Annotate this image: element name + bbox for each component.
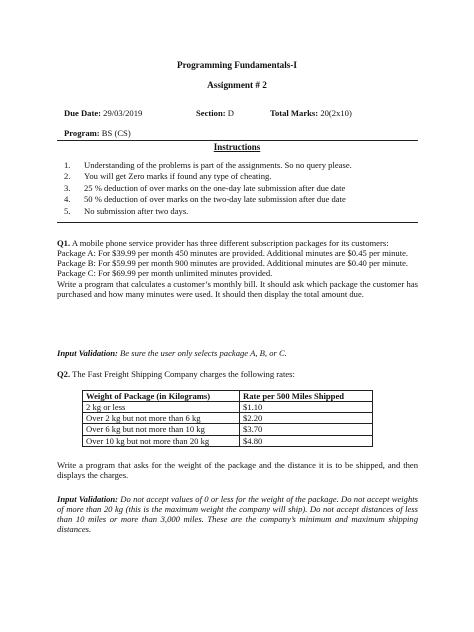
q2-validation-text: Do not accept values of 0 or less for the weight of the package. Do not accept weights of more than 20 kg (this is the maximum weight the company will ship). Do not accept distances of less than 10 miles or more than 3,000 miles. These are the company’s minimum and maximum shipping distances. bbox=[57, 494, 418, 535]
table-cell-weight: 2 kg or less bbox=[83, 402, 240, 413]
table-row bbox=[83, 402, 373, 413]
program bbox=[64, 128, 131, 138]
due-date bbox=[64, 108, 142, 118]
section bbox=[196, 108, 234, 118]
shipping-rates-table bbox=[82, 390, 373, 447]
program-label: Program: bbox=[64, 128, 100, 138]
instructions-heading: Instructions bbox=[213, 142, 261, 152]
table-cell-rate: $3.70 bbox=[240, 424, 373, 435]
table-row bbox=[83, 413, 373, 424]
instruction-item: 4. 50 % deduction of over marks on the two-day late submission after due date bbox=[64, 194, 346, 205]
q1-task: Write a program that calculates a customer’s monthly bill. It should ask which package the customer has purchased and how many minutes were used. It should then display the total amount due. bbox=[57, 278, 418, 299]
total-marks bbox=[270, 108, 352, 118]
q2-intro: The Fast Freight Shipping Company charges the following rates: bbox=[70, 369, 295, 379]
table-header-row bbox=[83, 391, 373, 402]
table-cell-rate: $1.10 bbox=[240, 402, 373, 413]
table-cell-rate: $4.80 bbox=[240, 435, 373, 446]
table-header-rate: Rate per 500 Miles Shipped bbox=[240, 391, 373, 402]
q1-package-b: Package B: For $59.99 per month 900 minutes are provided. Additional minutes are $0.40 per minute. bbox=[57, 258, 409, 269]
table-cell-weight: Over 6 kg but not more than 10 kg bbox=[83, 424, 240, 435]
section-value: D bbox=[227, 108, 234, 118]
instruction-item: 3. 25 % deduction of over marks on the one-day late submission after due date bbox=[64, 182, 346, 193]
total-marks-label: Total Marks: bbox=[270, 108, 319, 118]
divider-bottom bbox=[57, 222, 418, 223]
q1-validation-text: Be sure the user only selects package A, B, or C. bbox=[117, 348, 287, 358]
instructions-list bbox=[64, 160, 352, 217]
table-header-weight: Weight of Package (in Kilograms) bbox=[83, 391, 240, 402]
q1-validation bbox=[57, 348, 418, 358]
table-row bbox=[83, 435, 373, 446]
program-value: BS (CS) bbox=[101, 128, 131, 138]
table-cell-weight: Over 10 kg but not more than 20 kg bbox=[83, 435, 240, 446]
q1-package-a: Package A: For $39.99 per month 450 minutes are provided. Additional minutes are $0.45 per minute. bbox=[57, 248, 409, 259]
table-cell-rate: $2.20 bbox=[240, 413, 373, 424]
course-title: Programming Fundamentals-I bbox=[176, 60, 298, 70]
q2-label: Q2. bbox=[57, 369, 71, 379]
section-label: Section: bbox=[196, 108, 226, 118]
q1-intro: A mobile phone service provider has three different subscription packages for its customers: bbox=[70, 238, 389, 248]
question-2 bbox=[57, 369, 418, 379]
question-1 bbox=[57, 238, 418, 299]
instruction-item: 1. Understanding of the problems is part of the assignments. So no query please. bbox=[64, 160, 352, 170]
instruction-item: 2. You will get Zero marks if found any type of cheating. bbox=[64, 171, 272, 182]
q2-validation bbox=[57, 494, 418, 535]
q2-validation-label: Input Validation: bbox=[57, 494, 119, 504]
q1-validation-label: Input Validation: bbox=[57, 348, 118, 358]
divider-top bbox=[57, 140, 418, 141]
table-row bbox=[83, 424, 373, 435]
due-date-label: Due Date: bbox=[64, 108, 101, 118]
total-marks-value: 20(2x10) bbox=[320, 108, 352, 118]
q2-task: Write a program that asks for the weight of the package and the distance it is to be shipped, and then displays the charges. bbox=[57, 460, 418, 481]
q1-label: Q1. bbox=[57, 238, 71, 248]
due-date-value: 29/03/2019 bbox=[103, 108, 143, 118]
q1-package-c: Package C: For $69.99 per month unlimited minutes provided. bbox=[57, 268, 273, 279]
table-cell-weight: Over 2 kg but not more than 6 kg bbox=[83, 413, 240, 424]
assignment-title: Assignment # 2 bbox=[207, 80, 267, 90]
instruction-item: 5. No submission after two days. bbox=[64, 205, 189, 216]
